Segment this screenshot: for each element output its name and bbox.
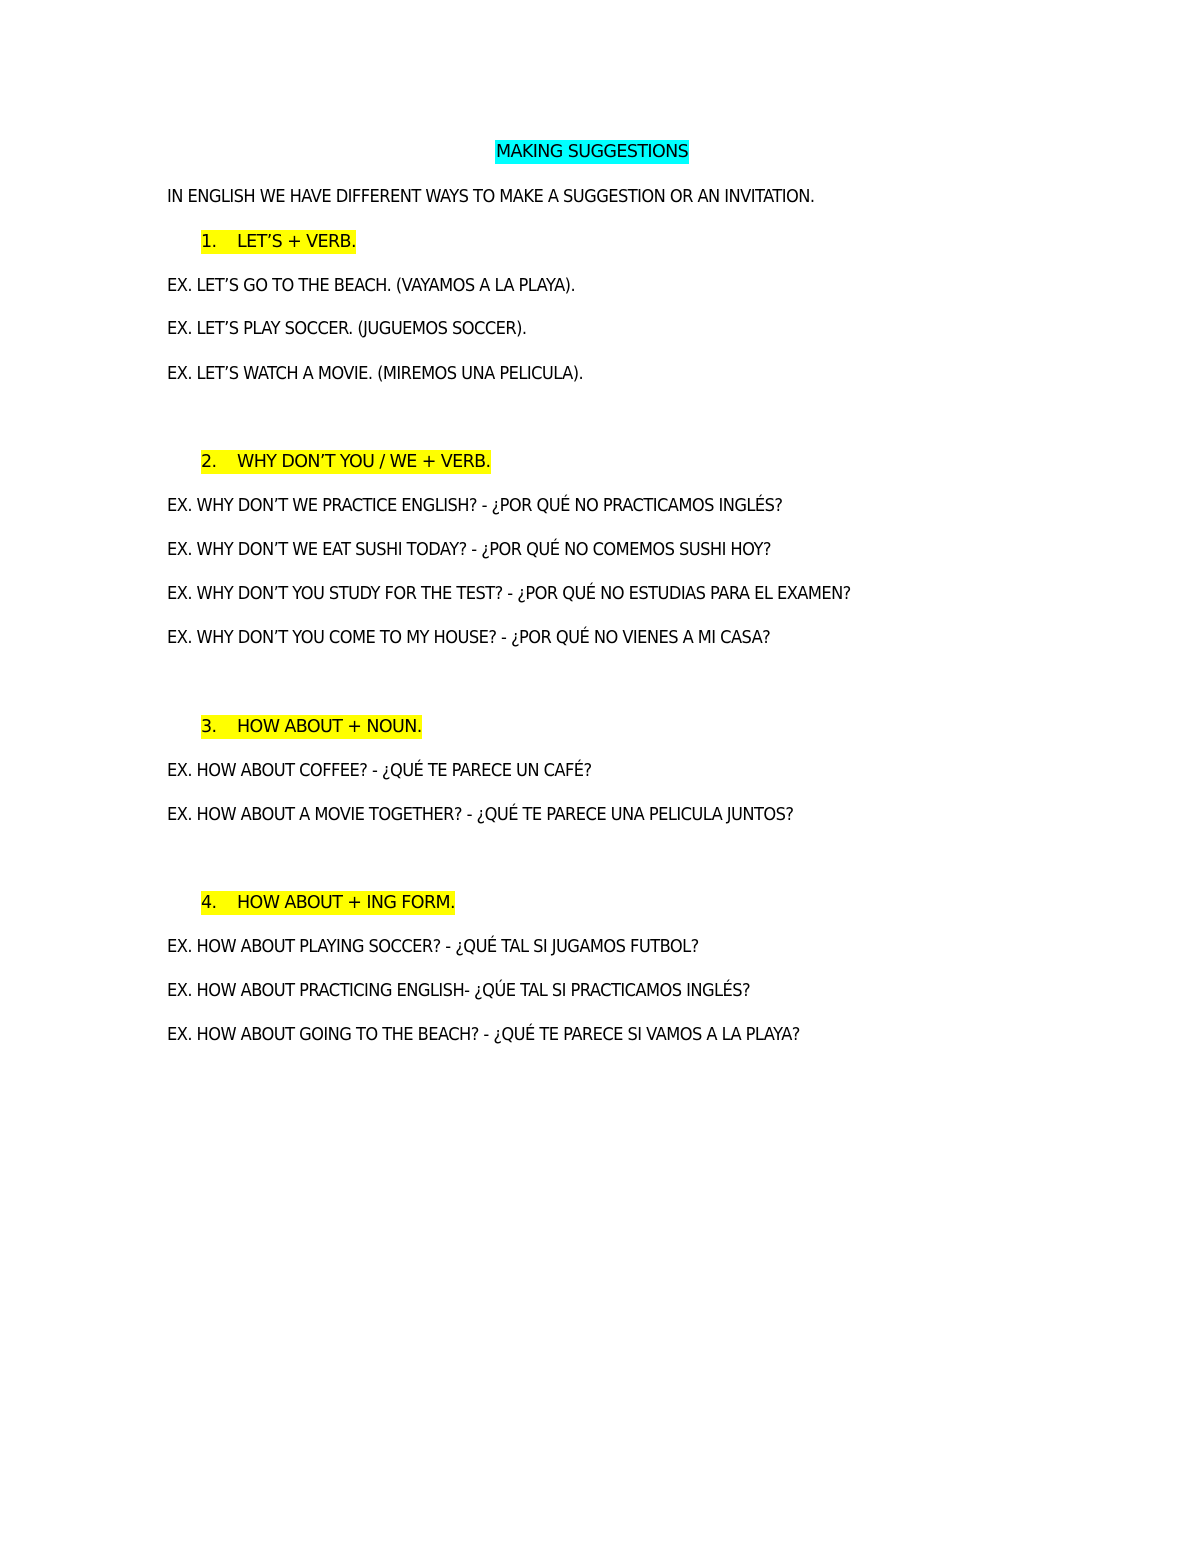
section-4-title: HOW ABOUT + ING FORM. bbox=[237, 893, 455, 913]
document-title: MAKING SUGGESTIONS bbox=[496, 142, 689, 162]
intro-text: IN ENGLISH WE HAVE DIFFERENT WAYS TO MAKE A SUGGESTION OR AN INVITATION. bbox=[167, 187, 815, 207]
section-1-example-1: EX. LET’S GO TO THE BEACH. (VAYAMOS A LA PLAYA). bbox=[167, 276, 576, 296]
section-2-heading bbox=[201, 450, 491, 474]
section-2-number: 2. bbox=[201, 452, 217, 472]
section-1-heading bbox=[201, 230, 356, 254]
section-2-example-4: EX. WHY DON’T YOU COME TO MY HOUSE? - ¿POR QUÉ NO VIENES A MI CASA? bbox=[167, 628, 771, 648]
section-1-number: 1. bbox=[201, 232, 217, 252]
section-3-heading bbox=[201, 715, 422, 739]
section-4-example-1: EX. HOW ABOUT PLAYING SOCCER? - ¿QUÉ TAL SI JUGAMOS FUTBOL? bbox=[167, 937, 699, 957]
section-3-number: 3. bbox=[201, 717, 217, 737]
section-3-example-2: EX. HOW ABOUT A MOVIE TOGETHER? - ¿QUÉ TE PARECE UNA PELICULA JUNTOS? bbox=[167, 805, 794, 825]
section-4-example-3: EX. HOW ABOUT GOING TO THE BEACH? - ¿QUÉ TE PARECE SI VAMOS A LA PLAYA? bbox=[167, 1025, 800, 1045]
section-3-example-1: EX. HOW ABOUT COFFEE? - ¿QUÉ TE PARECE UN CAFÉ? bbox=[167, 761, 592, 781]
section-4-example-2: EX. HOW ABOUT PRACTICING ENGLISH- ¿QÚE TAL SI PRACTICAMOS INGLÉS? bbox=[167, 981, 751, 1001]
section-3-title: HOW ABOUT + NOUN. bbox=[237, 717, 422, 737]
section-2-example-2: EX. WHY DON’T WE EAT SUSHI TODAY? - ¿POR QUÉ NO COMEMOS SUSHI HOY? bbox=[167, 540, 771, 560]
section-4-number: 4. bbox=[201, 893, 217, 913]
section-2-example-1: EX. WHY DON’T WE PRACTICE ENGLISH? - ¿POR QUÉ NO PRACTICAMOS INGLÉS? bbox=[167, 496, 783, 516]
section-2-example-3: EX. WHY DON’T YOU STUDY FOR THE TEST? - ¿POR QUÉ NO ESTUDIAS PARA EL EXAMEN? bbox=[167, 584, 851, 604]
section-1-example-2: EX. LET’S PLAY SOCCER. (JUGUEMOS SOCCER). bbox=[167, 319, 527, 339]
section-4-heading bbox=[201, 891, 455, 915]
section-2-title: WHY DON’T YOU / WE + VERB. bbox=[237, 452, 491, 472]
section-1-example-3: EX. LET’S WATCH A MOVIE. (MIREMOS UNA PELICULA). bbox=[167, 364, 584, 384]
section-1-title: LET’S + VERB. bbox=[237, 232, 356, 252]
